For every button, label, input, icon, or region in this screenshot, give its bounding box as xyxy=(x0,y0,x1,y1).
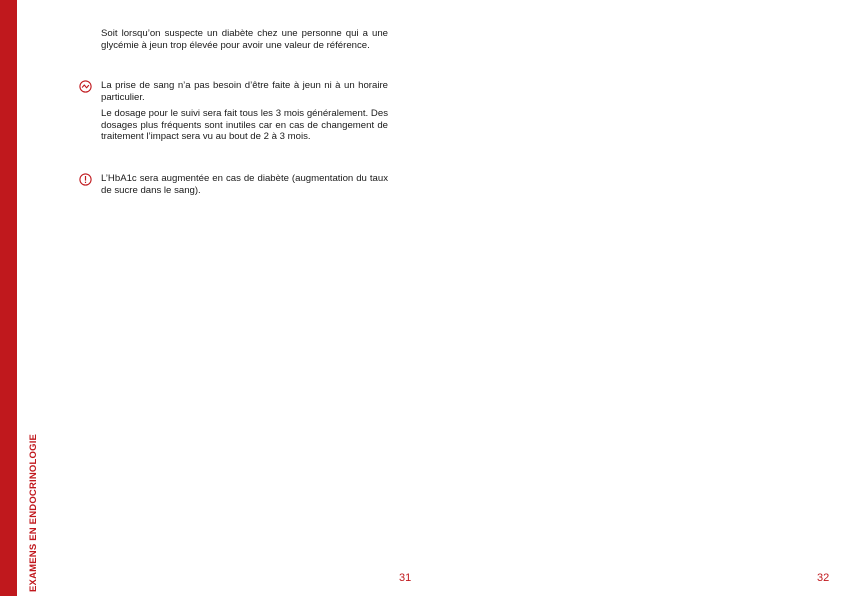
sidebar-bar xyxy=(0,0,17,596)
note-text-2: Le dosage pour le suivi sera fait tous les 3 mois généralement. Des dosages plus fréquents sont inutiles car en cas de changement de traitement l’impact sera vu au bout de 2 à 3 mois. xyxy=(101,108,388,143)
page-number-right: 32 xyxy=(817,572,830,584)
warning-icon xyxy=(79,173,92,186)
note-block xyxy=(101,80,388,143)
intro-text: Soit lorsqu’on suspecte un diabète chez une personne qui a une glycémie à jeun trop élevée pour avoir une valeur de référence. xyxy=(101,28,388,51)
intro-paragraph xyxy=(101,28,388,51)
page-number-left: 31 xyxy=(399,572,412,584)
clock-icon xyxy=(79,80,92,93)
note-text-1: La prise de sang n’a pas besoin d’être faite à jeun ni à un horaire particulier. xyxy=(101,80,388,103)
warning-block xyxy=(101,173,388,196)
sidebar-label: EXAMENS EN ENDOCRINOLOGIE xyxy=(28,433,39,592)
warning-text: L’HbA1c sera augmentée en cas de diabète (augmentation du taux de sucre dans le sang). xyxy=(101,173,388,196)
